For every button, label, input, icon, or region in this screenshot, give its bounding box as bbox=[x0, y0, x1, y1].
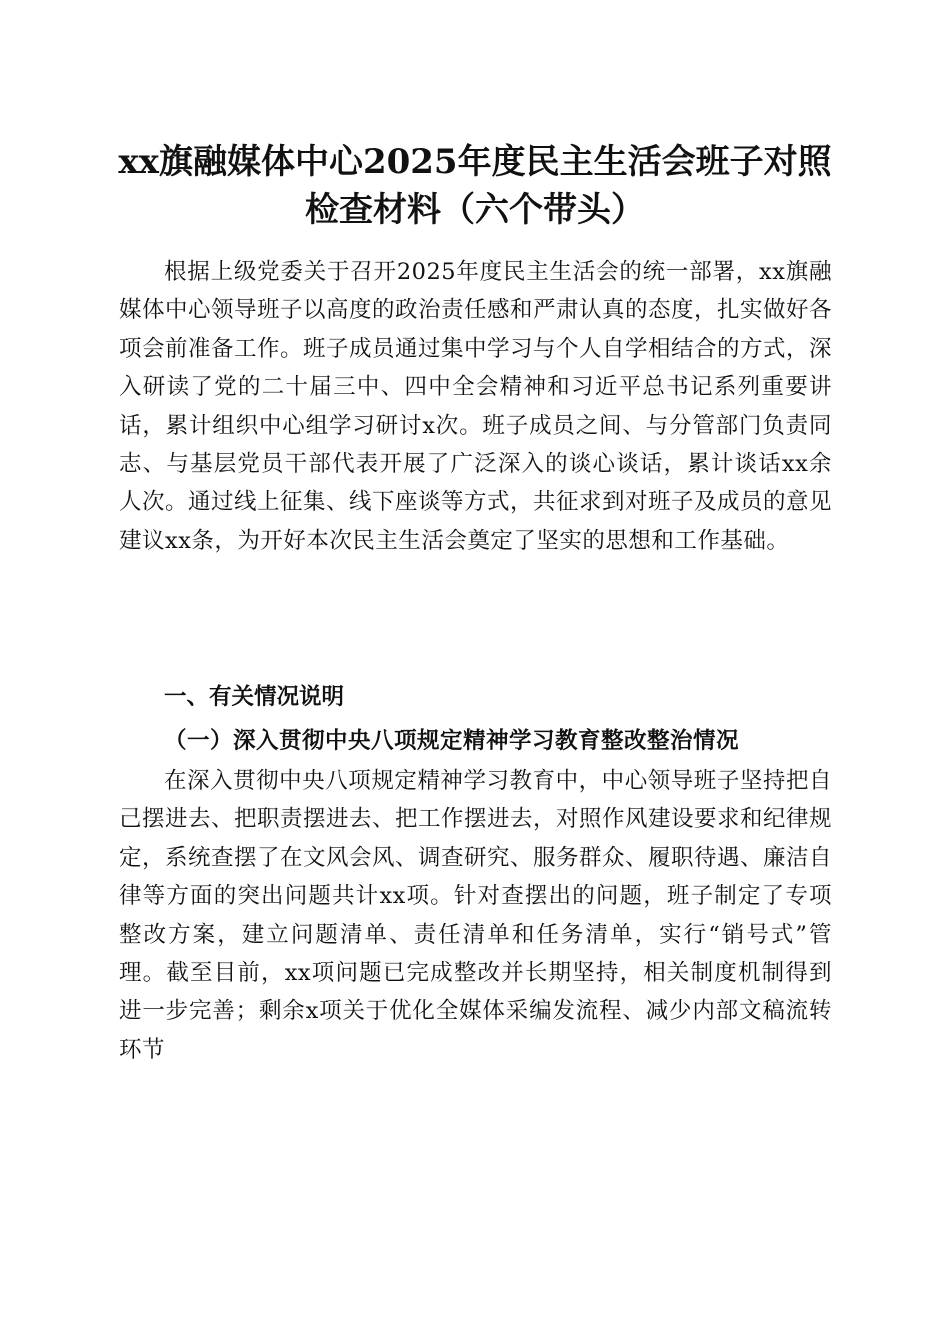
body-paragraph: 在深入贯彻中央八项规定精神学习教育中，中心领导班子坚持把自己摆进去、把职责摆进去、把工作摆进去，对照作风建设要求和纪律规定，系统查摆了在文风会风、调查研究、服务群众、履职待遇、廉洁自律等方面的突出问题共计xx项。针对查摆出的问题，班子制定了专项整改方案，建立问题清单、责任清单和任务清单，实行“销号式”管理。截至目前，xx项问题已完成整改并长期坚持，相关制度机制得到进一步完善；剩余x项关于优化全媒体采编发流程、减少内部文稿流转环节 bbox=[119, 768, 833, 1063]
document-title: xx旗融媒体中心2025年度民主生活会班子对照检查材料（六个带头） bbox=[118, 142, 832, 230]
intro-paragraph: 根据上级党委关于召开2025年度民主生活会的统一部署，xx旗融媒体中心领导班子以高度的政治责任感和严肃认真的态度，扎实做好各项会前准备工作。班子成员通过集中学习与个人自学相结合的方式，深入研读了党的二十届三中、四中全会精神和习近平总书记系列重要讲话，累计组织中心组学习研讨x次。班子成员之间、与分管部门负责同志、与基层党员干部代表开展了广泛深入的谈心谈话，累计谈话xx余人次。通过线上征集、线下座谈等方式，共征求到对班子及成员的意见建议xx条，为开好本次民主生活会奠定了坚实的思想和工作基础。 bbox=[119, 259, 833, 554]
subsection-heading: （一）深入贯彻中央八项规定精神学习教育整改整治情况 bbox=[164, 728, 740, 754]
section-heading: 一、有关情况说明 bbox=[164, 684, 345, 710]
